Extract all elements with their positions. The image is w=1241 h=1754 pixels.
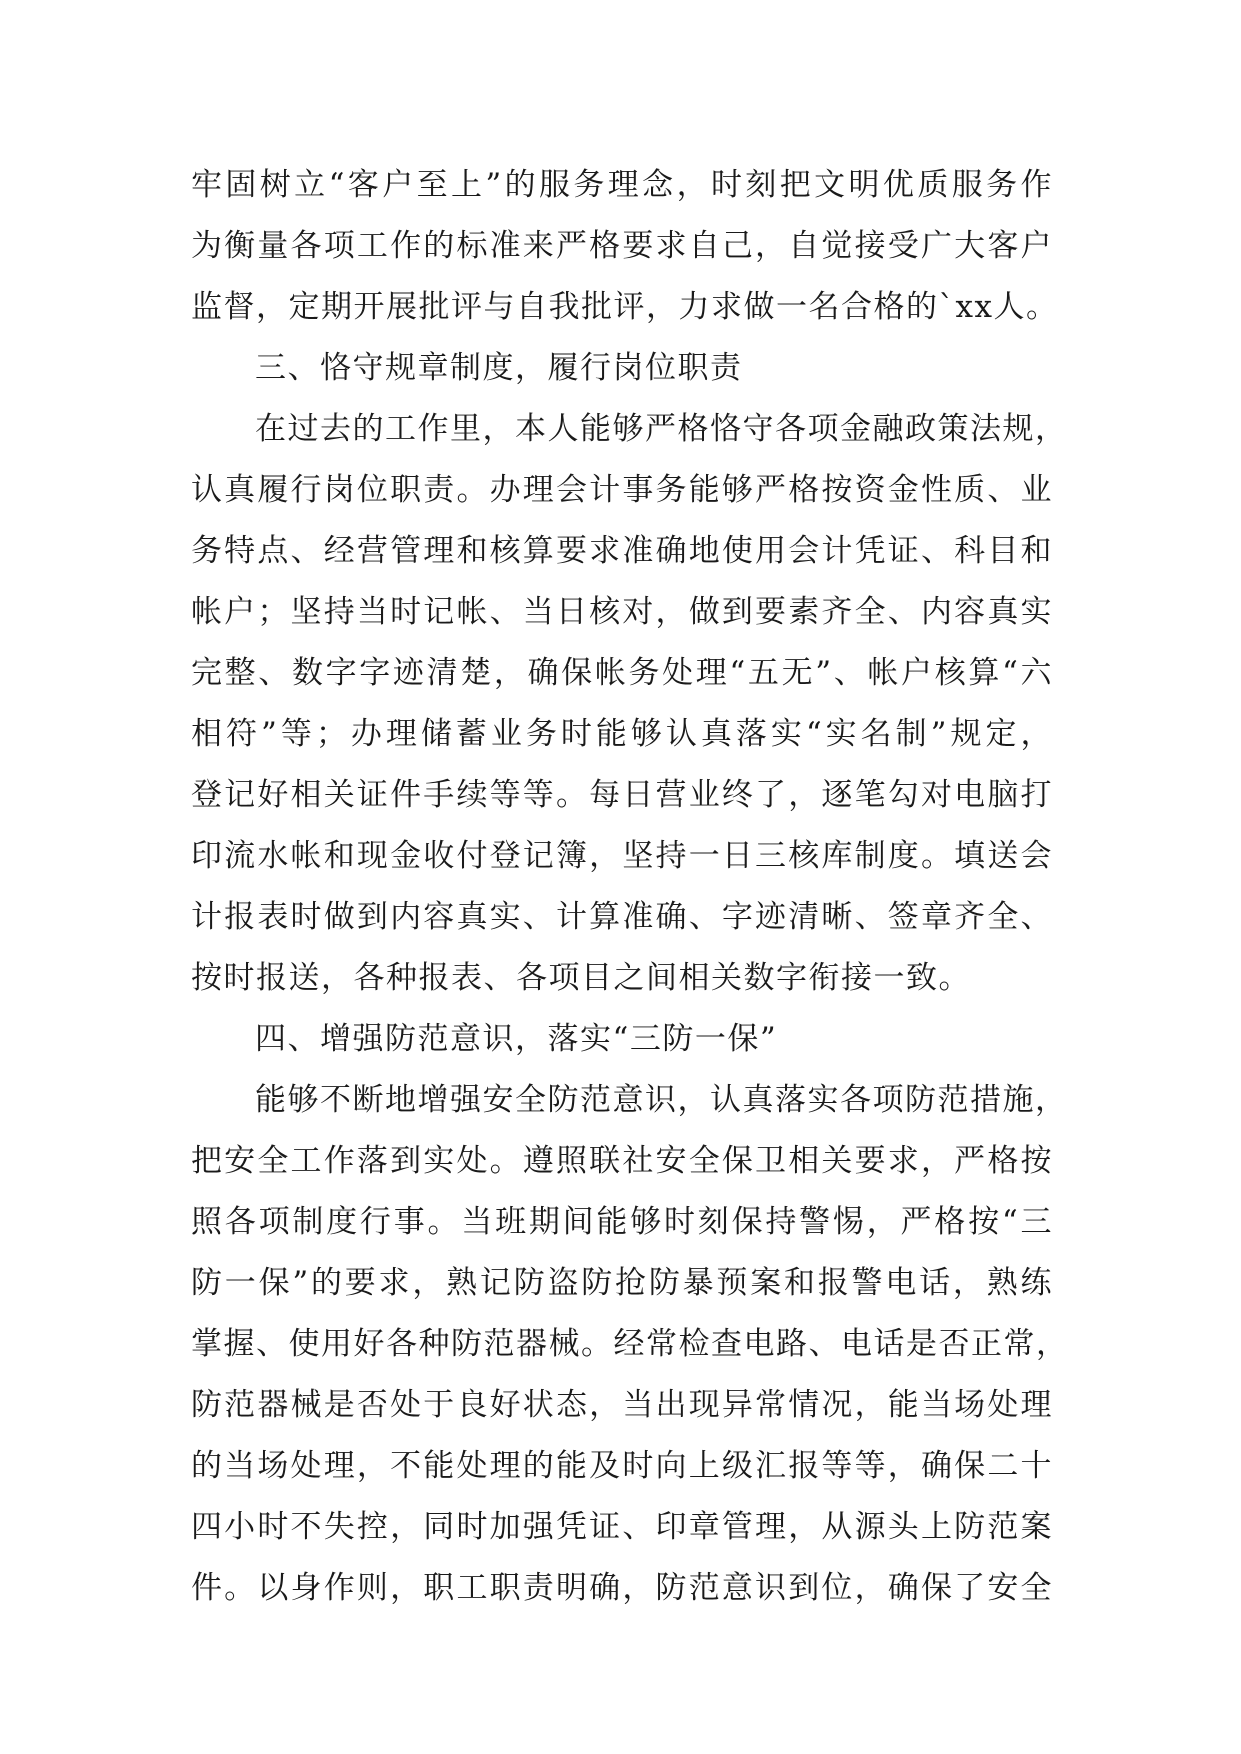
body-line: 按时报送，各种报表、各项目之间相关数字衔接一致。: [191, 960, 971, 996]
body-line: 完整、数字字迹清楚，确保帐务处理“五无”、帐户核算“六: [191, 655, 1053, 691]
body-line: 照各项制度行事。当班期间能够时刻保持警惕，严格按“三: [191, 1204, 1053, 1240]
body-line: 认真履行岗位职责。办理会计事务能够严格按资金性质、业: [191, 472, 1053, 508]
body-line: 把安全工作落到实处。遵照联社安全保卫相关要求，严格按: [191, 1143, 1053, 1179]
body-line: 掌握、使用好各种防范器械。经常检查电路、电话是否正常，: [191, 1326, 1069, 1362]
body-line: 印流水帐和现金收付登记簿，坚持一日三核库制度。填送会: [191, 838, 1053, 874]
body-line: 监督，定期开展批评与自我批评，力求做一名合格的`xx人。: [191, 289, 1059, 325]
section-heading-4: 四、增强防范意识，落实“三防一保”: [255, 1021, 778, 1057]
body-line: 登记好相关证件手续等等。每日营业终了，逐笔勾对电脑打: [191, 777, 1053, 813]
body-line: 件。以身作则，职工职责明确，防范意识到位，确保了安全: [191, 1570, 1053, 1606]
body-line: 帐户；坚持当时记帐、当日核对，做到要素齐全、内容真实: [191, 594, 1053, 630]
body-line: 防一保”的要求，熟记防盗防抢防暴预案和报警电话，熟练: [191, 1265, 1053, 1301]
body-line: 在过去的工作里，本人能够严格恪守各项金融政策法规，: [255, 411, 1068, 447]
body-line: 防范器械是否处于良好状态，当出现异常情况，能当场处理: [191, 1387, 1053, 1423]
body-line: 的当场处理，不能处理的能及时向上级汇报等等，确保二十: [191, 1448, 1053, 1484]
body-line: 四小时不失控，同时加强凭证、印章管理，从源头上防范案: [191, 1509, 1053, 1545]
body-line: 能够不断地增强安全防范意识，认真落实各项防范措施，: [255, 1082, 1068, 1118]
document-body: [191, 155, 1069, 1619]
body-line: 计报表时做到内容真实、计算准确、字迹清晰、签章齐全、: [191, 899, 1053, 935]
body-line: 相符”等；办理储蓄业务时能够认真落实“实名制”规定，: [191, 716, 1053, 752]
body-line: 为衡量各项工作的标准来严格要求自己，自觉接受广大客户: [191, 228, 1053, 264]
body-line: 务特点、经营管理和核算要求准确地使用会计凭证、科目和: [191, 533, 1053, 569]
section-heading-3: 三、恪守规章制度，履行岗位职责: [255, 350, 743, 386]
body-line: 牢固树立“客户至上”的服务理念，时刻把文明优质服务作: [191, 167, 1053, 203]
